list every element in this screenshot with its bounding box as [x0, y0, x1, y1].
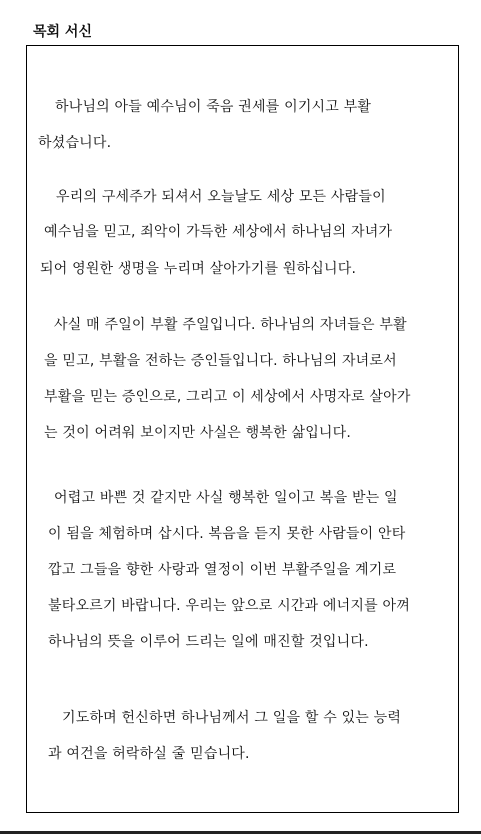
letter-line: 이 됨을 체험하며 삽시다. 복음을 듣지 못한 사람들이 안타	[48, 526, 406, 542]
letter-line: 기도하며 헌신하면 하나님께서 그 일을 할 수 있는 능력	[62, 710, 402, 726]
letter-line: 는 것이 어려워 보이지만 사실은 행복한 삶입니다.	[44, 425, 352, 441]
letter-line: 예수님을 믿고, 죄악이 가득한 세상에서 하나님의 자녀가	[44, 224, 393, 240]
letter-line: 부활을 믿는 증인으로, 그리고 이 세상에서 사명자로 살아가	[44, 389, 411, 405]
letter-line: 사실 매 주일이 부활 주일입니다. 하나님의 자녀들은 부활	[54, 317, 407, 333]
letter-line: 깝고 그들을 향한 사랑과 열정이 이번 부활주일을 계기로	[48, 562, 397, 578]
letter-line: 우리의 구세주가 되셔서 오늘날도 세상 모든 사람들이	[56, 189, 386, 205]
letter-line: 하나님의 뜻을 이루어 드리는 일에 매진할 것입니다.	[48, 634, 369, 650]
letter-line: 하나님의 아들 예수님이 죽음 권세를 이기시고 부활	[55, 99, 372, 115]
letter-line: 되어 영원한 생명을 누리며 살아가기를 원하십니다.	[40, 261, 357, 277]
letter-line: 과 여건을 허락하실 줄 믿습니다.	[48, 746, 250, 762]
letter-line: 어렵고 바쁜 것 같지만 사실 행복한 일이고 복을 받는 일	[54, 490, 398, 506]
bottom-divider	[0, 831, 481, 834]
letter-line: 하셨습니다.	[38, 135, 112, 151]
letter-line: 불타오르기 바랍니다. 우리는 앞으로 시간과 에너지를 아껴	[48, 598, 410, 614]
letter-line: 을 믿고, 부활을 전하는 증인들입니다. 하나님의 자녀로서	[44, 353, 397, 369]
page-title: 목회 서신	[33, 24, 92, 40]
